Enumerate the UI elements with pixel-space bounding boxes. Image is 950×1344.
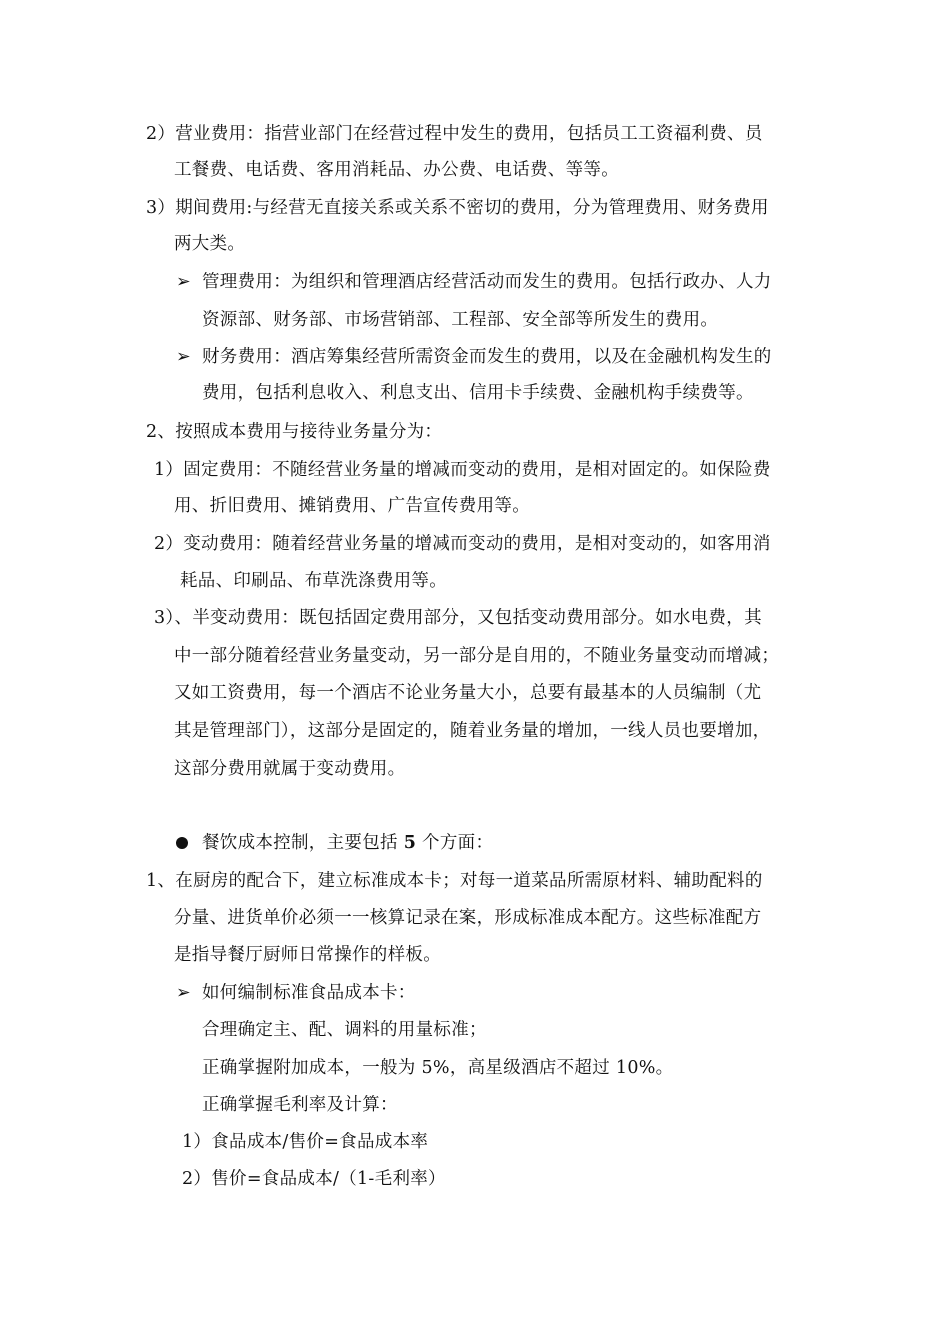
text-line: 正确掌握毛利率及计算： [202,1095,398,1115]
text-line: 2）售价=食品成本/（1-毛利率） [182,1169,446,1189]
heading-text: 餐饮成本控制，主要包括 [202,833,398,853]
text-line: 2、按照成本费用与接待业务量分为： [146,422,443,442]
text-line: 正确掌握附加成本，一般为 5%，高星级酒店不超过 10%。 [202,1058,674,1078]
text-line: 2）营业费用：指营业部门在经营过程中发生的费用，包括员工工资福利费、员 [146,124,763,144]
text-line: 费用，包括利息收入、利息支出、信用卡手续费、金融机构手续费等。 [202,383,754,403]
arrow-bullet-icon: ➢ [176,983,191,1003]
text-line: 是指导餐厅厨师日常操作的样板。 [174,945,441,965]
list-item [176,981,416,1005]
text-line: 如何编制标准食品成本卡： [202,983,416,1003]
text-line: 3）、半变动费用：既包括固定费用部分，又包括变动费用部分。如水电费，其 [154,608,762,628]
arrow-bullet-icon: ➢ [176,347,191,367]
text-line: 耗品、印刷品、布草洗涤费用等。 [180,571,447,591]
text-line: 中一部分随着经营业务量变动，另一部分是自用的，不随业务量变动而增减； [174,646,780,666]
text-line: 2）变动费用：随着经营业务量的增减而变动的费用，是相对变动的，如客用消 [154,534,771,554]
text-line: 用、折旧费用、摊销费用、广告宣传费用等。 [174,496,530,516]
list-item [176,345,772,369]
text-line: 分量、进货单价必须一一核算记录在案，形成标准成本配方。这些标准配方 [174,908,762,928]
text-line: 这部分费用就属于变动费用。 [174,759,406,779]
heading-text-suffix: 个方面： [422,833,494,853]
text-line: 又如工资费用，每一个酒店不论业务量大小，总要有最基本的人员编制（尤 [174,683,762,703]
text-line: 1）食品成本/售价=食品成本率 [182,1132,429,1152]
arrow-bullet-icon: ➢ [176,272,191,292]
text-line: 合理确定主、配、调料的用量标准； [202,1020,487,1040]
section-heading [202,831,493,855]
heading-number: 5 [403,833,417,853]
bullet-dot-icon [176,837,188,849]
text-line: 工餐费、电话费、客用消耗品、办公费、电话费、等等。 [174,160,619,180]
text-line: 管理费用：为组织和管理酒店经营活动而发生的费用。包括行政办、人力 [202,272,772,292]
text-line: 3）期间费用:与经营无直接关系或关系不密切的费用，分为管理费用、财务费用 [146,198,769,218]
text-line: 两大类。 [174,234,246,254]
text-line: 资源部、财务部、市场营销部、工程部、安全部等所发生的费用。 [202,310,719,330]
text-line: 其是管理部门），这部分是固定的，随着业务量的增加，一线人员也要增加， [174,721,771,741]
text-line: 财务费用：酒店筹集经营所需资金而发生的费用，以及在金融机构发生的 [202,347,772,367]
text-line: 1）固定费用：不随经营业务量的增减而变动的费用，是相对固定的。如保险费 [154,460,771,480]
list-item [176,270,772,294]
text-line: 1、在厨房的配合下，建立标准成本卡；对每一道菜品所需原材料、辅助配料的 [146,871,763,891]
